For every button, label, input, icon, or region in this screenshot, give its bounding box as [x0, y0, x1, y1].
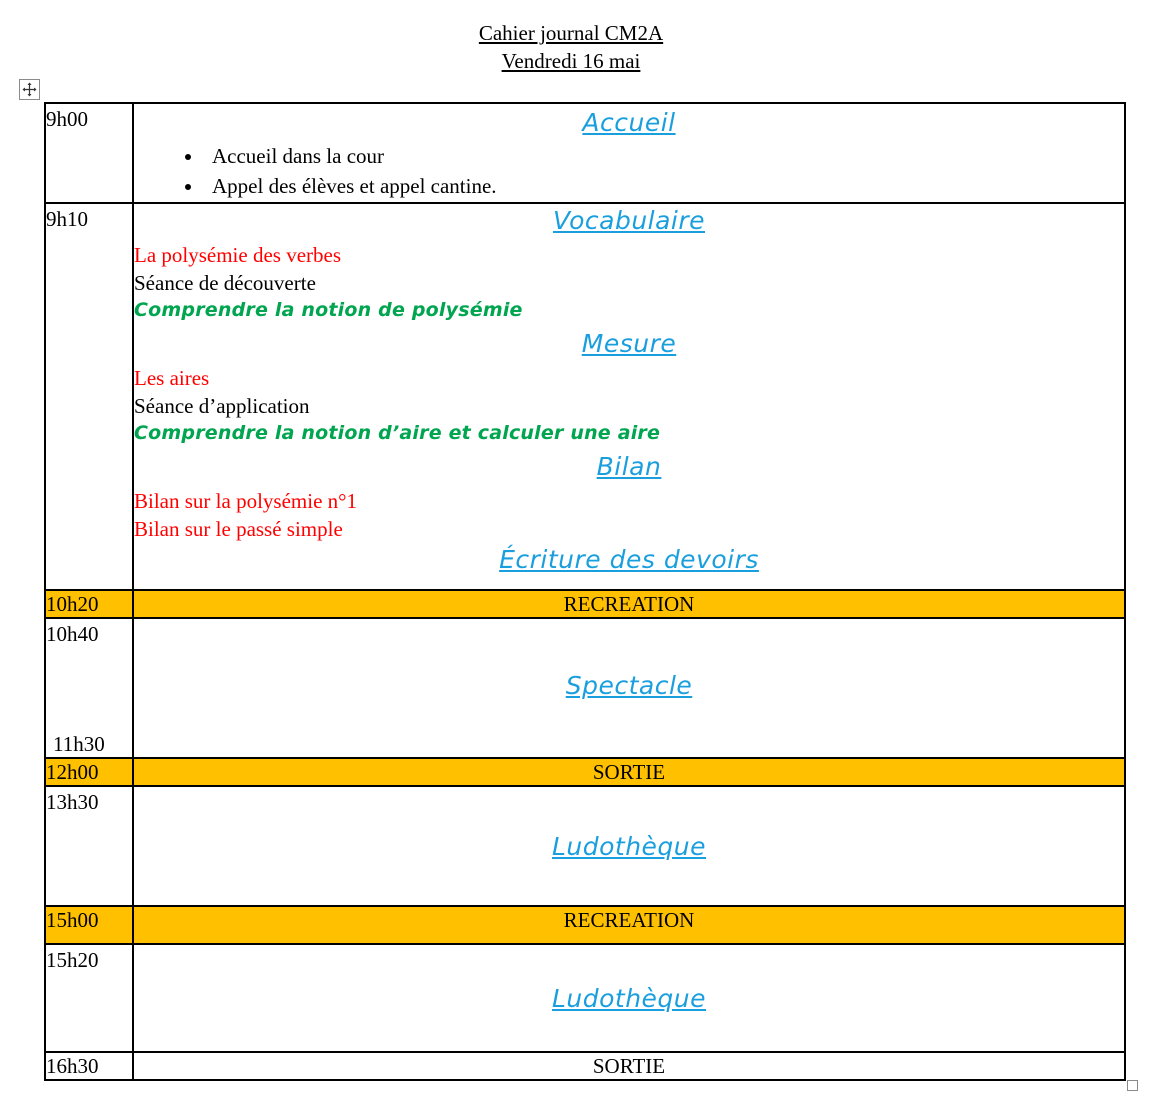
subject-heading: Ludothèque [551, 983, 707, 1013]
document-date: Vendredi 16 mai [501, 49, 641, 73]
break-label: RECREATION [563, 592, 695, 616]
list-item: • Accueil dans la cour [204, 141, 1124, 171]
table-row [45, 618, 1125, 758]
session-type: Séance d’application [134, 394, 310, 418]
subject-heading: Ludothèque [551, 831, 707, 861]
table-move-handle[interactable] [19, 79, 40, 100]
subject-heading: Vocabulaire [552, 206, 706, 235]
bullet-list [134, 141, 1124, 201]
table-row [45, 1052, 1125, 1080]
time-label: 13h30 [46, 790, 99, 814]
time-cell [45, 786, 133, 906]
time-label: 10h40 [46, 622, 99, 646]
content-cell [133, 906, 1125, 944]
lesson-objective: Comprendre la notion de polysémie [134, 299, 523, 321]
break-label: RECREATION [563, 908, 695, 932]
content-cell [133, 203, 1125, 590]
subject-heading: Mesure [581, 329, 677, 358]
move-arrows-icon [22, 82, 37, 97]
time-label: 15h20 [46, 948, 99, 972]
list-item: • Appel des élèves et appel cantine. [204, 171, 1124, 201]
time-cell [45, 758, 133, 786]
time-cell [45, 618, 133, 758]
content-cell [133, 786, 1125, 906]
table-row [45, 203, 1125, 590]
lesson-topic: Les aires [134, 366, 210, 390]
table-row [45, 758, 1125, 786]
schedule-table [44, 102, 1126, 1081]
lesson-topic: La polysémie des verbes [134, 243, 342, 267]
table-row [45, 786, 1125, 906]
content-cell [133, 590, 1125, 618]
end-time-label: 11h30 [53, 732, 105, 756]
time-cell [45, 203, 133, 590]
time-cell [45, 1052, 133, 1080]
content-cell [133, 1052, 1125, 1080]
lesson-objective: Comprendre la notion d’aire et calculer une aire [134, 422, 661, 444]
document-title: Cahier journal CM2A [478, 21, 664, 45]
time-label: 9h10 [46, 207, 88, 231]
subject-heading: Écriture des devoirs [499, 545, 759, 574]
resize-square-icon[interactable] [1127, 1080, 1138, 1091]
time-cell [45, 944, 133, 1052]
table-row [45, 590, 1125, 618]
break-label: SORTIE [592, 1054, 666, 1078]
time-cell [45, 590, 133, 618]
time-cell [45, 906, 133, 944]
subject-heading: Accueil [582, 108, 676, 137]
time-label: 12h00 [46, 760, 99, 784]
time-label: 10h20 [46, 592, 99, 616]
content-cell [133, 758, 1125, 786]
subject-heading: Spectacle [565, 670, 693, 700]
table-row [45, 944, 1125, 1052]
break-label: SORTIE [592, 760, 666, 784]
session-type: Séance de découverte [134, 271, 316, 295]
table-row [45, 906, 1125, 944]
bilan-item: Bilan sur la polysémie n°1 [134, 489, 358, 513]
subject-heading: Bilan [596, 452, 662, 481]
bilan-item: Bilan sur le passé simple [134, 517, 343, 541]
time-label: 9h00 [46, 107, 88, 131]
time-label: 16h30 [46, 1054, 99, 1078]
time-label: 15h00 [46, 908, 99, 932]
content-cell [133, 944, 1125, 1052]
content-cell [133, 103, 1125, 203]
content-cell [133, 618, 1125, 758]
time-cell [45, 103, 133, 203]
table-row [45, 103, 1125, 203]
